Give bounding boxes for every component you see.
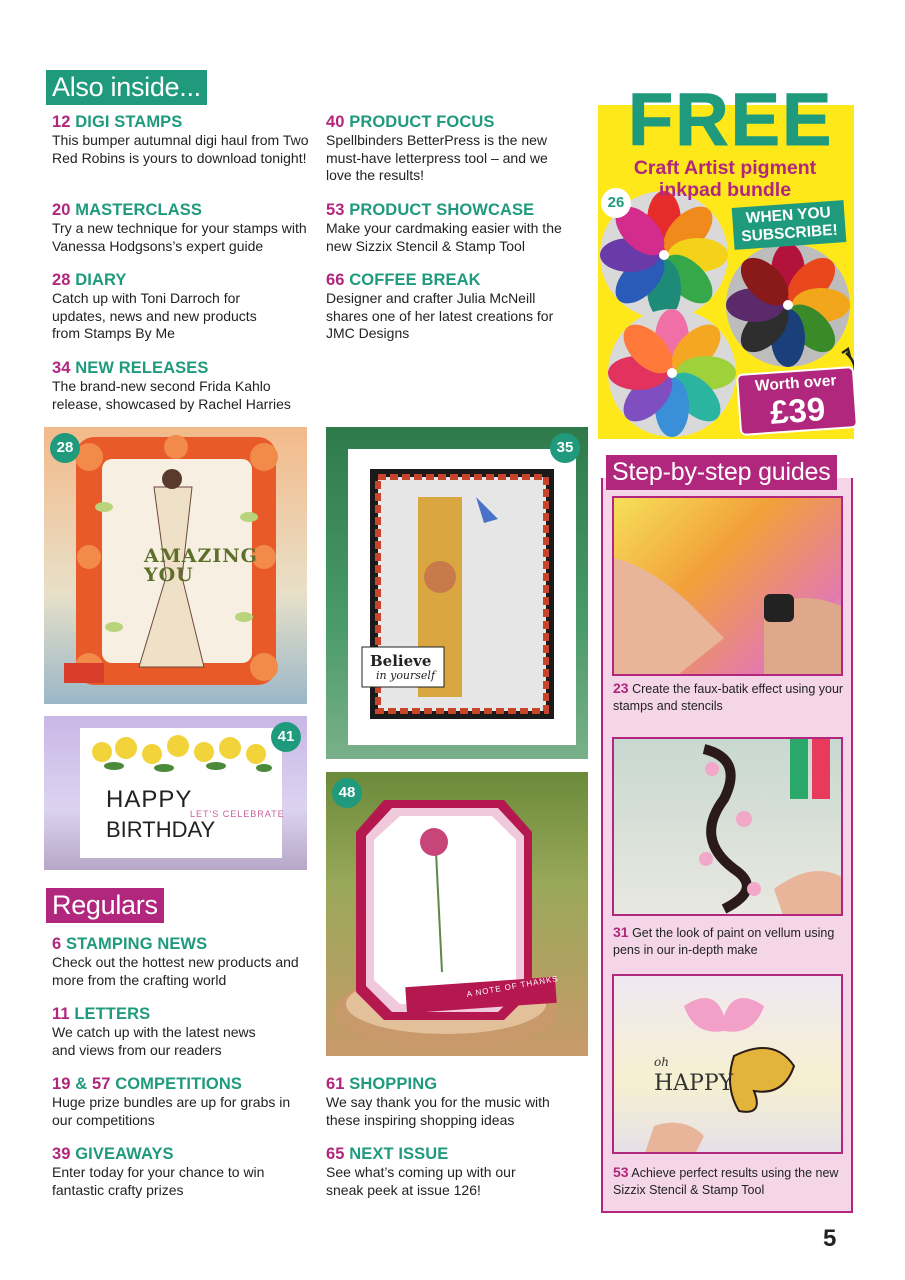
- page-ref: 66: [326, 271, 345, 289]
- guide-description: Get the look of paint on vellum using pens in our in-depth make: [613, 926, 835, 957]
- contents-entry[interactable]: [52, 1004, 310, 1059]
- page-badge: 35: [550, 433, 580, 463]
- guide-caption: [613, 680, 849, 715]
- contents-entry[interactable]: [326, 112, 584, 185]
- page-badge: 28: [50, 433, 80, 463]
- card-caption: BIRTHDAY: [106, 817, 216, 842]
- entry-description: We say thank you for the music with these inspiring shopping ideas: [326, 1094, 550, 1128]
- entry-title: COMPETITIONS: [115, 1075, 242, 1093]
- entry-heading: [52, 270, 310, 290]
- page-badge: 26: [601, 188, 631, 218]
- entry-title: MASTERCLASS: [75, 201, 202, 219]
- page-ref: 65: [326, 1145, 345, 1163]
- entry-title: STAMPING NEWS: [65, 935, 208, 953]
- hands-stencil-illustration: [614, 498, 843, 676]
- page-ref: 61: [326, 1075, 345, 1093]
- entry-heading: [52, 200, 310, 220]
- contents-entry[interactable]: [326, 270, 584, 343]
- entry-heading: [52, 358, 310, 378]
- regulars-heading: Regulars: [46, 888, 164, 923]
- entry-heading: [326, 1074, 584, 1094]
- card-caption: HAPPY: [654, 1071, 734, 1096]
- card-caption: in yourself: [376, 669, 436, 682]
- free-heading: FREE: [628, 78, 834, 161]
- step-guides-heading: Step-by-step guides: [606, 455, 837, 490]
- entry-description: Make your cardmaking easier with the new Sizzix Stencil & Stamp Tool: [326, 220, 562, 254]
- guide-caption: [613, 1164, 849, 1199]
- contents-entry[interactable]: [52, 1074, 310, 1129]
- guide-photo-vellum[interactable]: [612, 737, 843, 916]
- guide-description: Achieve perfect results using the new Sizzix Stencil & Stamp Tool: [613, 1166, 839, 1197]
- butterfly-illustration: [614, 976, 843, 1154]
- entry-title: PRODUCT SHOWCASE: [349, 201, 535, 219]
- entry-description: We catch up with the latest news and views from our readers: [52, 1024, 256, 1058]
- page-ref: 12: [52, 113, 71, 131]
- worth-over-badge: [736, 366, 858, 436]
- card-photo-amazing-you[interactable]: [44, 427, 307, 704]
- worth-value: £39: [768, 390, 827, 431]
- card-caption: oh: [654, 1055, 669, 1069]
- entry-description: Designer and crafter Julia McNeill shares one of her latest creations for JMC Designs: [326, 290, 554, 341]
- entry-title: COFFEE BREAK: [349, 271, 481, 289]
- entry-title: DIGI STAMPS: [75, 113, 183, 131]
- entry-description: See what’s coming up with our sneak peek at issue 126!: [326, 1164, 516, 1198]
- guide-photo-faux-batik[interactable]: [612, 496, 843, 676]
- card-photo-note-of-thanks[interactable]: [326, 772, 588, 1056]
- guide-caption: [613, 924, 849, 959]
- entry-title: DIARY: [75, 271, 127, 289]
- entry-description: Catch up with Toni Darroch for updates, news and new products from Stamps By Me: [52, 290, 257, 341]
- entry-description: Try a new technique for your stamps with Vanessa Hodgsons’s expert guide: [52, 220, 307, 254]
- contents-entry[interactable]: [52, 200, 310, 255]
- card-caption: Believe: [370, 652, 432, 670]
- card-caption: A NOTE OF THANKS: [465, 973, 560, 1000]
- card-photo-birthday[interactable]: [44, 716, 307, 870]
- entry-heading: [326, 1144, 584, 1164]
- entry-heading: [52, 1004, 310, 1024]
- page-badge: 41: [271, 722, 301, 752]
- entry-description: Spellbinders BetterPress is the new must-have letterpress tool – and we love the results!: [326, 132, 548, 183]
- contents-entry[interactable]: [52, 358, 310, 413]
- entry-heading: [326, 112, 584, 132]
- page-ref: 31: [613, 924, 629, 940]
- entry-title: GIVEAWAYS: [75, 1145, 174, 1163]
- frida-card-illustration: [326, 427, 588, 759]
- entry-heading: [326, 200, 584, 220]
- entry-heading: [52, 1144, 310, 1164]
- card-caption: AMAZING YOU: [144, 545, 258, 586]
- entry-heading: [52, 1074, 310, 1094]
- card-caption: HAPPY: [106, 786, 193, 813]
- entry-description: Enter today for your chance to win fantastic crafty prizes: [52, 1164, 265, 1198]
- entry-heading: [52, 934, 310, 954]
- entry-title: SHOPPING: [349, 1075, 438, 1093]
- page-badge: 48: [332, 778, 362, 808]
- subscribe-callout[interactable]: WHEN YOU SUBSCRIBE!: [732, 200, 847, 250]
- entry-heading: [52, 112, 310, 132]
- page-ref: 57: [91, 1075, 111, 1093]
- contents-entry[interactable]: [52, 270, 310, 343]
- page-number: 5: [823, 1225, 837, 1252]
- contents-entry[interactable]: [326, 200, 584, 255]
- free-subtitle: Craft Artist pigment inkpad bundle: [633, 157, 817, 201]
- also-inside-heading: Also inside...: [46, 70, 207, 105]
- page-ref: 28: [52, 271, 71, 289]
- vellum-illustration: [614, 739, 843, 916]
- entry-description: Check out the hottest new products and more from the crafting world: [52, 954, 299, 988]
- entry-title: NEXT ISSUE: [349, 1145, 449, 1163]
- page-ref: 39: [52, 1145, 71, 1163]
- entry-ampersand: &: [70, 1075, 92, 1093]
- page-ref: 34: [52, 359, 71, 377]
- entry-description: This bumper autumnal digi haul from Two Red Robins is yours to download tonight!: [52, 132, 309, 166]
- page-ref: 53: [613, 1164, 629, 1180]
- contents-entry[interactable]: [52, 1144, 310, 1199]
- contents-entry[interactable]: [326, 1144, 584, 1199]
- page-ref: 6: [52, 935, 62, 953]
- page-ref: 23: [613, 680, 629, 696]
- entry-description: The brand-new second Frida Kahlo release, showcased by Rachel Harries: [52, 378, 291, 412]
- card-caption: LET'S CELEBRATE: [190, 809, 285, 819]
- entry-description: Huge prize bundles are up for grabs in our competitions: [52, 1094, 291, 1128]
- card-photo-frida[interactable]: [326, 427, 588, 759]
- entry-title: NEW RELEASES: [75, 359, 209, 377]
- entry-title: PRODUCT FOCUS: [349, 113, 495, 131]
- easel-card-illustration: [326, 772, 588, 1056]
- guide-photo-stencil-tool[interactable]: [612, 974, 843, 1154]
- entry-title: LETTERS: [74, 1005, 151, 1023]
- contents-entry[interactable]: [326, 1074, 584, 1129]
- worth-label: Worth over: [754, 372, 838, 395]
- guide-description: Create the faux-batik effect using your stamps and stencils: [613, 682, 844, 713]
- contents-entry[interactable]: [52, 112, 310, 167]
- page-ref: 53: [326, 201, 345, 219]
- page-ref: 20: [52, 201, 71, 219]
- page-ref: 40: [326, 113, 345, 131]
- page-ref: 19: [52, 1075, 71, 1093]
- entry-heading: [326, 270, 584, 290]
- contents-entry[interactable]: [52, 934, 310, 989]
- page-ref: 11: [52, 1005, 70, 1023]
